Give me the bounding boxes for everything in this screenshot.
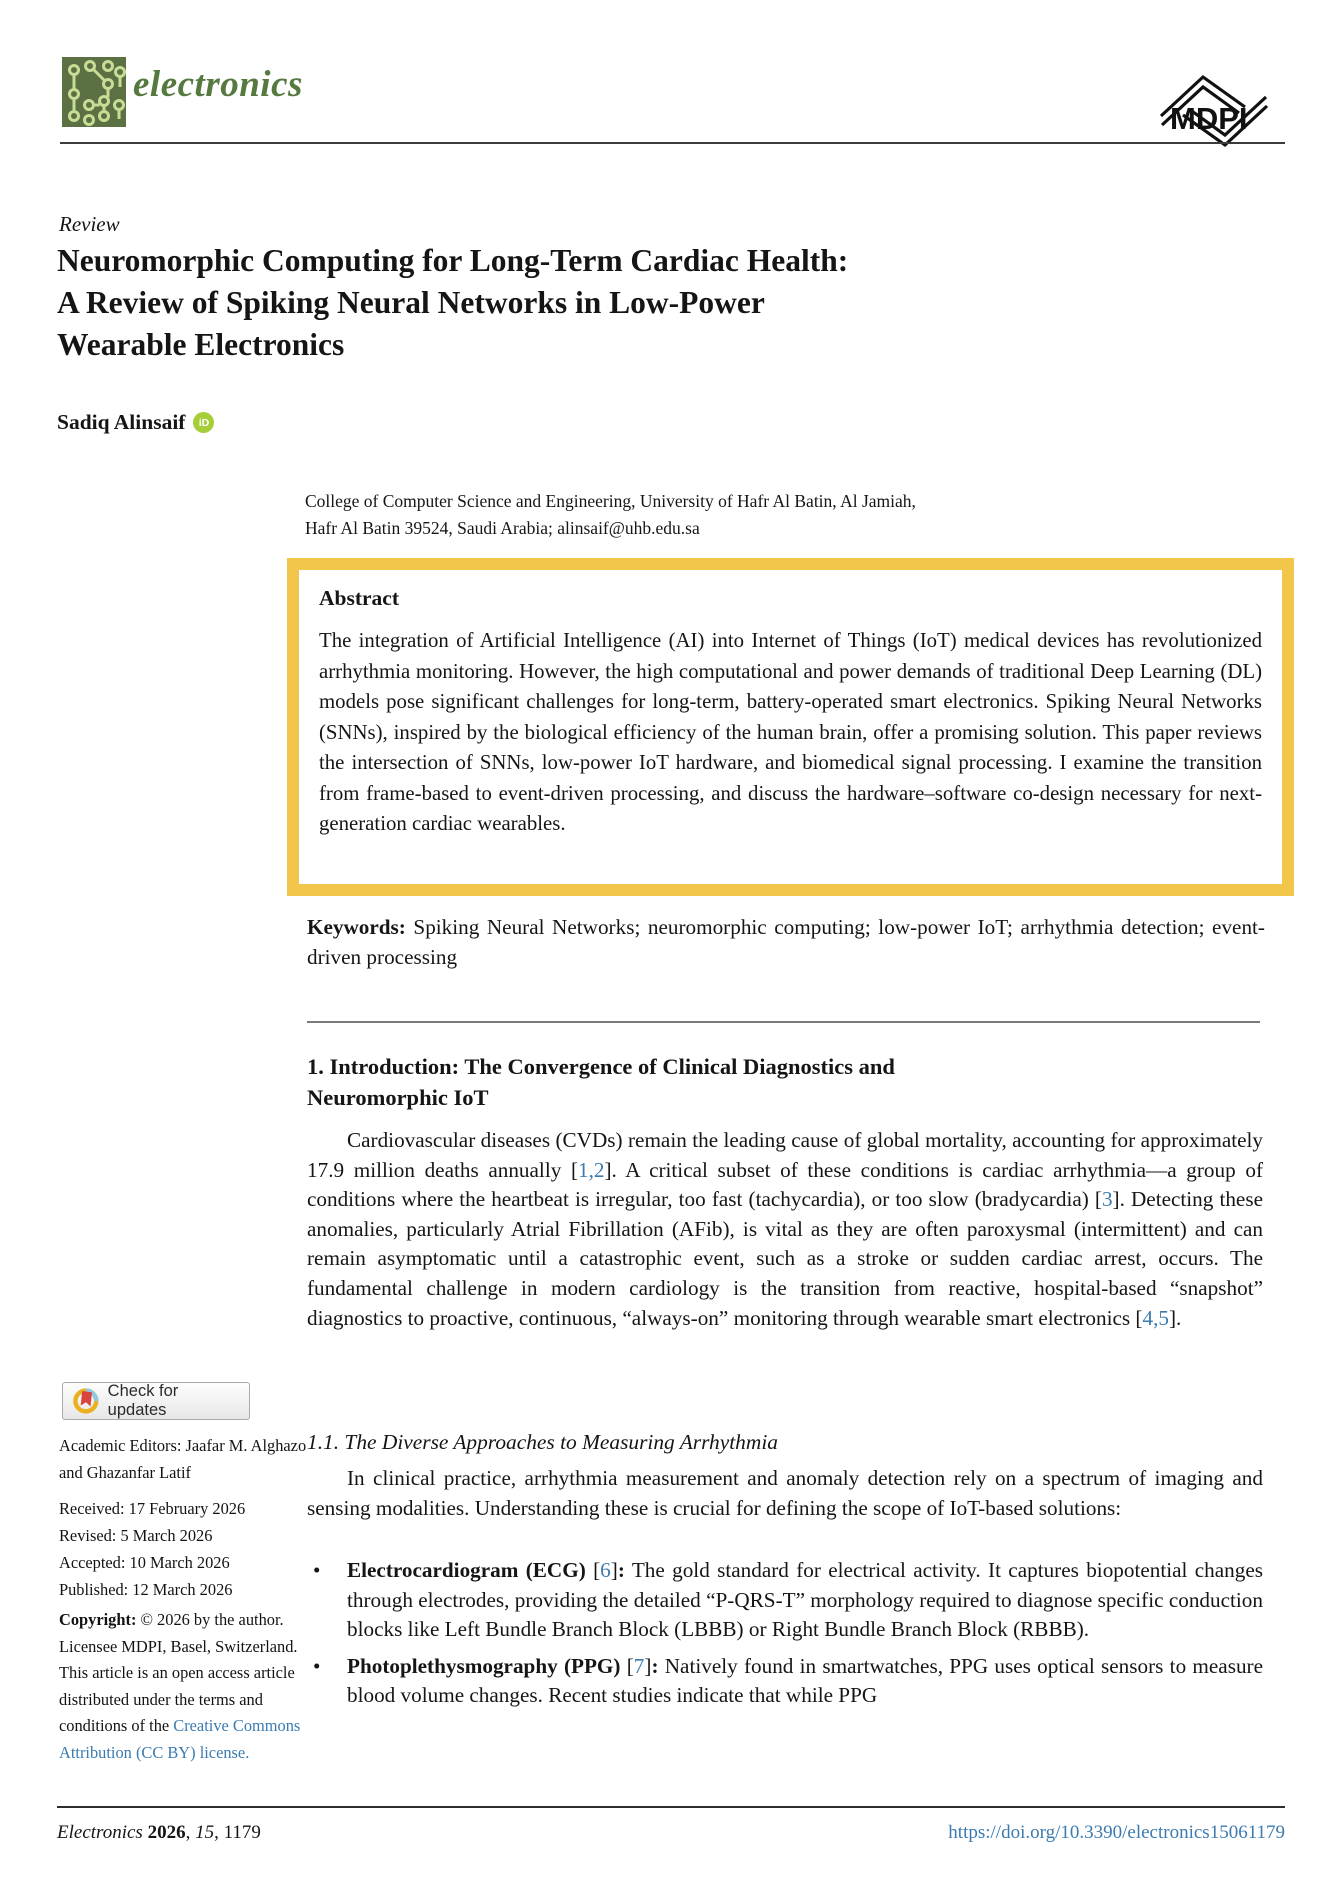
abstract-heading: Abstract	[319, 586, 400, 610]
academic-editors	[59, 1433, 319, 1486]
electronics-logo-icon	[62, 57, 126, 127]
journal-wordmark: electronics	[133, 64, 303, 105]
section-heading-line: 1. Introduction: The Convergence of Clinical Diagnostics and	[307, 1054, 895, 1079]
academic-editors-line: Academic Editors: Jaafar M. Alghazo	[59, 1436, 307, 1455]
mdpi-logo-icon	[1155, 70, 1273, 152]
affiliation-line: Hafr Al Batin 39524, Saudi Arabia; alinsaif@uhb.edu.sa	[305, 517, 700, 538]
academic-editors-line: and Ghazanfar Latif	[59, 1462, 191, 1482]
body-paragraph: In clinical practice, arrhythmia measurement and anomaly detection rely on a spectrum of imaging and sensing modalities. Understanding these is crucial for defining the scope of IoT-based solutions:	[307, 1466, 1263, 1520]
citation-link[interactable]: 4,5	[1142, 1305, 1169, 1330]
affiliation	[305, 488, 916, 541]
subsection-heading: 1.1. The Diverse Approaches to Measuring Arrhythmia	[307, 1430, 778, 1454]
footer-citation: Electronics 2026, 15, 1179	[57, 1822, 261, 1843]
citation-link[interactable]: 7	[633, 1653, 645, 1678]
copyright-notice: Copyright: © 2026 by the author. Licensee MDPI, Basel, Switzerland. This article is an open access article distributed under the terms and conditions of the Creative Commons Attribution (CC BY) license.	[59, 1610, 301, 1762]
title-line: A Review of Spiking Neural Networks in Low-Power	[57, 285, 765, 320]
section-heading-line: Neuromorphic IoT	[307, 1085, 489, 1110]
text-link[interactable]: Creative Commons Attribution (CC BY) license.	[59, 1716, 301, 1762]
bullet-list	[307, 1556, 1263, 1718]
check-for-updates-button[interactable]	[62, 1382, 250, 1420]
date-published: Published: 12 March 2026	[59, 1580, 233, 1599]
date-accepted: Accepted: 10 March 2026	[59, 1553, 230, 1572]
date-received: Received: 17 February 2026	[59, 1499, 246, 1518]
citation-link[interactable]: 6	[600, 1558, 611, 1582]
title-line: Neuromorphic Computing for Long-Term Cardiac Health:	[57, 243, 849, 278]
intro-paragraph: Cardiovascular diseases (CVDs) remain the leading cause of global mortality, accounting for approximately 17.9 million deaths annually [1,2]. A critical subset of these conditions is cardiac arrhythmia—a group of conditions where the heartbeat is irregular, too fast (tachycardia), or too slow (bradycardia) [3]. Detecting these anomalies, particularly Atrial Fibrillation (AFib), is vital as they are often paroxysmal (intermittent) and can remain asymptomatic until a catastrophic event, such as a stroke or sudden cardiac arrest, occurs. The fundamental challenge in modern cardiology is the transition from reactive, hospital-based “snapshot” diagnostics to proactive, continuous, “always-on” monitoring through wearable smart electronics [4,5].	[307, 1128, 1263, 1330]
list-item-text: Photoplethysmography (PPG) [7]: Natively found in smartwatches, PPG uses optical sensors to measure blood volume changes. Recent studies indicate that while PPG	[347, 1653, 1264, 1708]
citation-link[interactable]: 3	[1101, 1187, 1113, 1212]
svg-text:MDPI: MDPI	[1170, 101, 1248, 136]
keywords: Keywords: Spiking Neural Networks; neuromorphic computing; low-power IoT; arrhythmia detection; event-driven processing	[307, 915, 1265, 969]
bullet-icon: •	[313, 1558, 321, 1582]
header-divider	[60, 142, 1285, 144]
author-row	[57, 410, 214, 435]
citation-link[interactable]: 1,2	[578, 1157, 605, 1182]
author-name: Sadiq Alinsaif	[57, 410, 186, 434]
crossmark-icon	[72, 1387, 100, 1415]
list-item	[307, 1556, 1263, 1645]
check-for-updates-label: Check for updates	[107, 1382, 179, 1419]
orcid-icon[interactable]: iD	[193, 412, 214, 433]
affiliation-line: College of Computer Science and Engineering, University of Hafr Al Batin, Al Jamiah,	[305, 491, 916, 511]
abstract-highlight-box	[287, 558, 1294, 896]
doi-link[interactable]: https://doi.org/10.3390/electronics15061179	[948, 1822, 1285, 1843]
section-heading	[307, 1051, 1087, 1113]
footer-divider	[57, 1806, 1285, 1808]
list-item	[307, 1652, 1263, 1711]
bullet-icon: •	[313, 1653, 321, 1678]
article-dates	[59, 1496, 319, 1604]
list-item-text: Electrocardiogram (ECG) [6]: The gold standard for electrical activity. It captures biopotential changes through electrodes, providing the detailed “P-QRS-T” morphology required to diagnose specific conduction blocks like Left Bundle Branch Block (LBBB) or Right Bundle Branch Block (RBBB).	[347, 1558, 1263, 1642]
article-type-label: Review	[59, 212, 120, 236]
date-revised: Revised: 5 March 2026	[59, 1526, 213, 1545]
section-divider	[307, 1021, 1260, 1023]
title-line: Wearable Electronics	[57, 327, 345, 362]
abstract-text: The integration of Artificial Intelligence (AI) into Internet of Things (IoT) medical devices has revolutionized arrhythmia monitoring. However, the high computational and power demands of traditional Deep Learning (DL) models pose significant challenges for long-term, battery-operated smart electronics. Spiking Neural Networks (SNNs), inspired by the biological efficiency of the human brain, offer a promising solution. This paper reviews the intersection of SNNs, low-power IoT hardware, and biomedical signal processing. I examine the transition from frame-based to event-driven processing, and discuss the hardware–software co-design necessary for next-generation cardiac wearables.	[319, 629, 1262, 835]
electronics-logo	[62, 57, 126, 132]
page-title	[57, 240, 1197, 366]
